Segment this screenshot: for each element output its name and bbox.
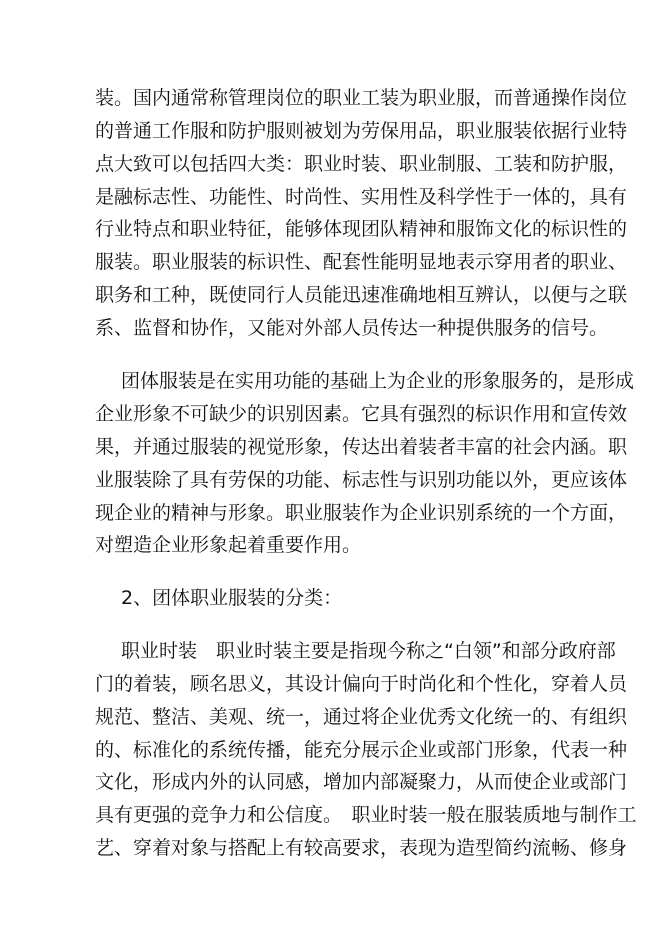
paragraph-3-line-3: 规范、整洁、美观、统一，通过将企业优秀文化统一的、有组织	[95, 706, 628, 728]
paragraph-2-line-4: 业服装除了具有劳保的功能、标志性与识别功能以外，更应该体	[95, 469, 628, 491]
paragraph-3-line-1: 职业时装 职业时装主要是指现今称之“白领”和部分政府部	[121, 640, 616, 662]
paragraph-1-line-2: 的普通工作服和防护服则被划为劳保用品，职业服装依据行业特	[95, 120, 628, 142]
paragraph-2-line-2: 企业形象不可缺少的识别因素。它具有强烈的标识作用和宣传效	[95, 403, 628, 425]
paragraph-1-line-4: 是融标志性、功能性、时尚性、实用性及科学性于一体的，具有	[95, 186, 628, 208]
section-heading: 2、团体职业服装的分类：	[121, 587, 343, 609]
paragraph-1-line-7: 职务和工种，既使同行人员能迅速准确地相互辨认，以便与之联	[95, 284, 628, 306]
paragraph-1-line-8: 系、监督和协作，又能对外部人员传达一种提供服务的信号。	[95, 317, 609, 339]
paragraph-3-line-7: 艺、穿着对象与搭配上有较高要求，表现为造型简约流畅、修身	[95, 837, 628, 859]
paragraph-2-line-1: 团体服装是在实用功能的基础上为企业的形象服务的，是形成	[121, 370, 635, 392]
paragraph-3-line-5: 文化，形成内外的认同感，增加内部凝聚力，从而使企业或部门	[95, 771, 628, 793]
paragraph-3-line-6: 具有更强的竞争力和公信度。 职业时装一般在服装质地与制作工	[95, 804, 637, 826]
paragraph-1-line-6: 服装。职业服装的标识性、配套性能明显地表示穿用者的职业、	[95, 251, 628, 273]
paragraph-3-line-4: 的、标准化的系统传播，能充分展示企业或部门形象，代表一种	[95, 739, 628, 761]
paragraph-1-line-5: 行业特点和职业特征，能够体现团队精神和服饰文化的标识性的	[95, 218, 628, 240]
paragraph-2-line-3: 果，并通过服装的视觉形象，传达出着装者丰富的社会内涵。职	[95, 436, 628, 458]
paragraph-1-line-1: 装。国内通常称管理岗位的职业工装为职业服，而普通操作岗位	[95, 87, 628, 109]
paragraph-3-line-2: 门的着装，顾名思义，其设计偏向于时尚化和个性化，穿着人员	[95, 673, 628, 695]
paragraph-1-line-3: 点大致可以包括四大类：职业时装、职业制服、工装和防护服，	[95, 153, 628, 175]
paragraph-2-line-6: 对塑造企业形象起着重要作用。	[95, 534, 362, 556]
paragraph-2-line-5: 现企业的精神与形象。职业服装作为企业识别系统的一个方面，	[95, 502, 628, 524]
